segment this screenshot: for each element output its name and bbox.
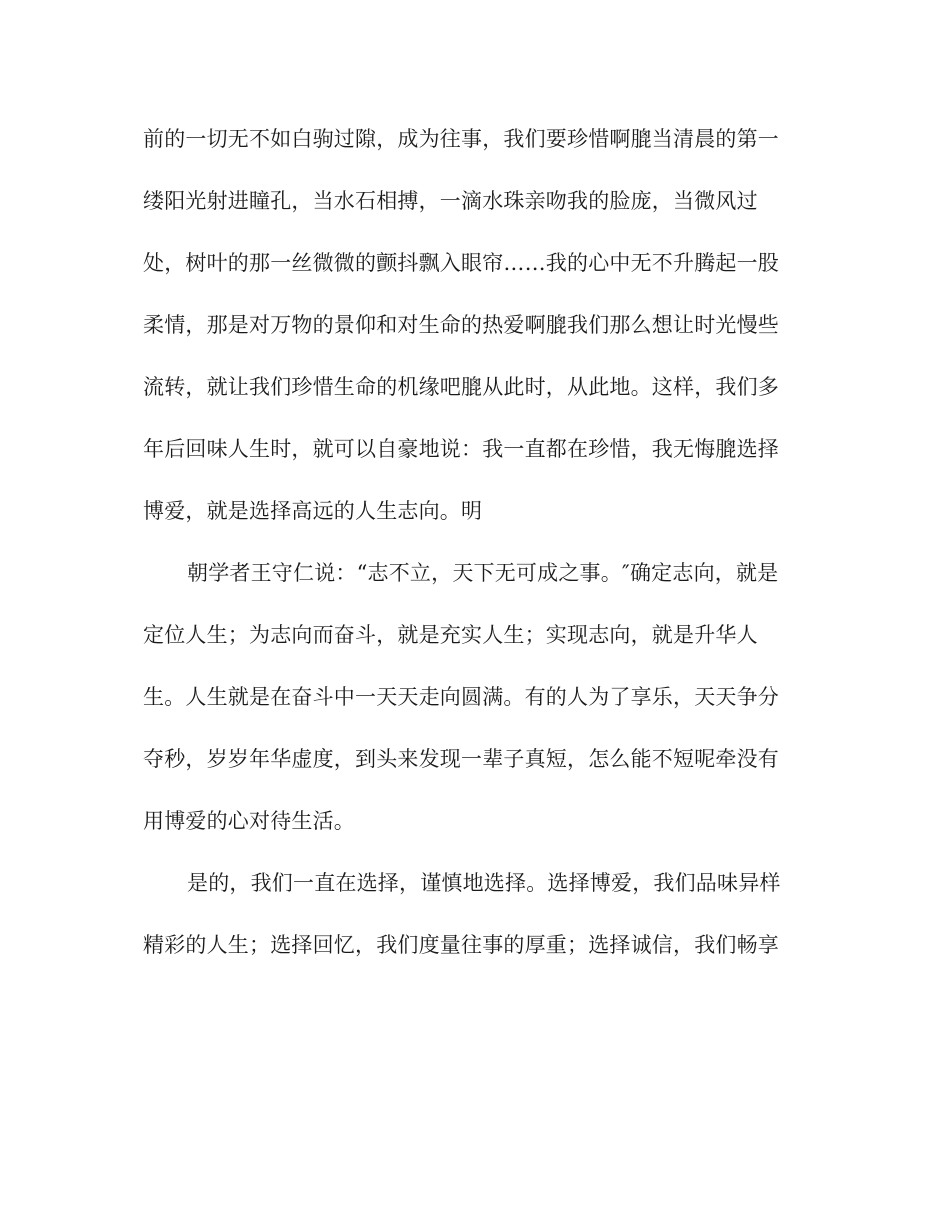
text-line: 流转，就让我们珍惜生命的机缘吧膍从此时，从此地。这样，我们多 [143, 375, 779, 399]
text-line: 生。人生就是在奋斗中一天天走向圆满。有的人为了享乐，天天争分 [143, 685, 779, 709]
text-line: 用博爱的心对待生活。 [143, 809, 355, 833]
text-line: 柔情，那是对万物的景仰和对生命的热爱啊膍我们那么想让时光慢些 [143, 313, 779, 337]
text-line: 博爱，就是选择高远的人生志向。明 [143, 499, 483, 523]
text-line: 定位人生；为志向而奋斗，就是充实人生；实现志向，就是升华人 [143, 623, 758, 647]
text-line: 缕阳光射进瞳孔，当水石相搏，一滴水珠亲吻我的脸庞，当微风过 [143, 189, 758, 213]
paragraph-start-line: 朝学者王守仁说：“志不立，天下无可成之事。″确定志向，就是 [187, 561, 779, 585]
text-line: 夺秒，岁岁年华虚度，到头来发现一辈子真短，怎么能不短呢牵没有 [143, 747, 779, 771]
paragraph-start-line: 是的，我们一直在选择，谨慎地选择。选择博爱，我们品味异样 [187, 871, 781, 895]
document-body [143, 116, 823, 984]
text-line: 年后回味人生时，就可以自豪地说：我一直都在珍惜，我无悔膍选择 [143, 437, 779, 461]
text-line: 前的一切无不如白驹过隙，成为往事，我们要珍惜啊膍当清晨的第一 [143, 127, 779, 151]
text-line: 精彩的人生；选择回忆，我们度量往事的厚重；选择诚信，我们畅享 [143, 933, 779, 957]
text-line: 处，树叶的那一丝微微的颤抖飘入眼帘……我的心中无不升腾起一股 [143, 251, 779, 275]
